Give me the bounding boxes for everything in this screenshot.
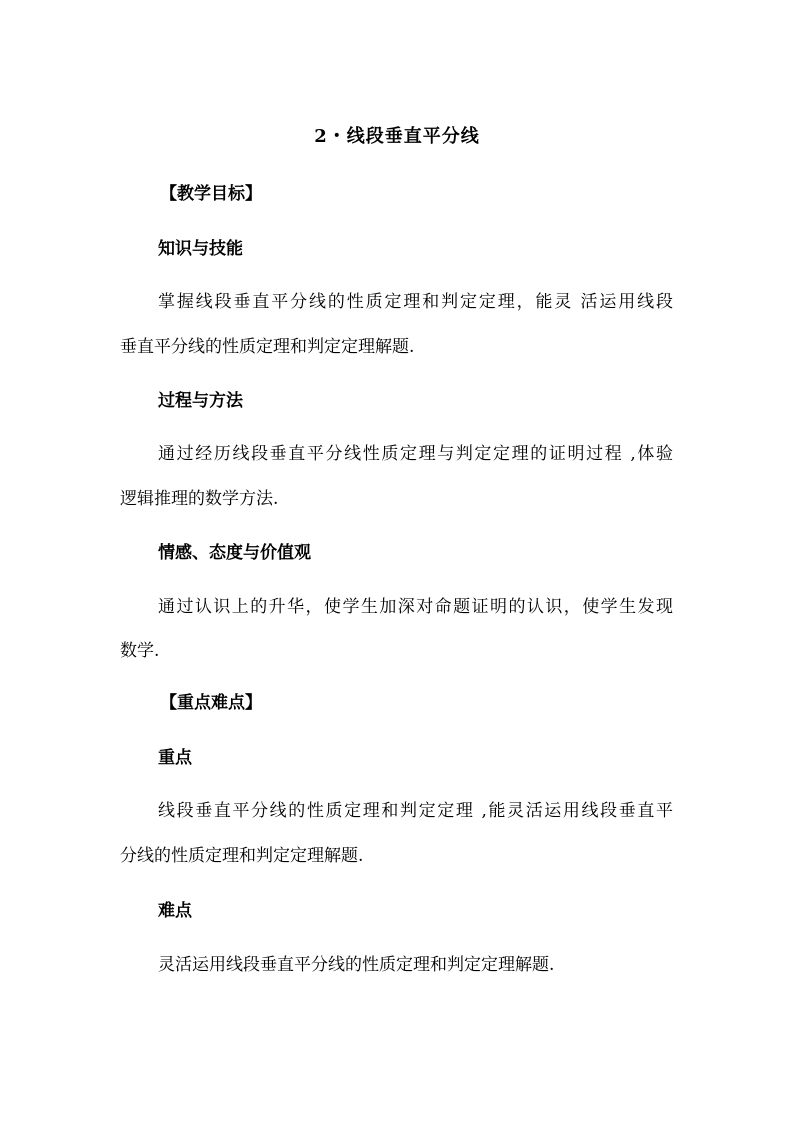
paragraph-process-line1: 通过经历线段垂直平分线性质定理与判定定理的证明过程 ,体验: [158, 444, 673, 464]
subheading-process-method: 过程与方法: [158, 391, 243, 411]
subheading-knowledge-skills: 知识与技能: [158, 239, 243, 259]
paragraph-difficulty-line1: 灵活运用线段垂直平分线的性质定理和判定定理解题.: [158, 955, 555, 975]
paragraph-key-line1: 线段垂直平分线的性质定理和判定定理 ,能灵活运用线段垂直平: [158, 801, 673, 821]
paragraph-knowledge-line1: 掌握线段垂直平分线的性质定理和判定定理，能灵 活运用线段: [158, 292, 673, 312]
document-title: 2・线段垂直平分线: [314, 126, 480, 147]
paragraph-emotion-line1: 通过认识上的升华，使学生加深对命题证明的认识，使学生发现: [158, 597, 673, 617]
subheading-difficulty: 难点: [158, 901, 192, 921]
section-heading-teaching-goals: 【教学目标】: [160, 184, 262, 204]
subheading-emotion-attitude: 情感、态度与价值观: [158, 543, 311, 563]
paragraph-knowledge-line2: 垂直平分线的性质定理和判定定理解题.: [120, 337, 415, 357]
section-heading-key-points: 【重点难点】: [160, 693, 262, 713]
paragraph-key-line2: 分线的性质定理和判定定理解题.: [120, 846, 364, 866]
subheading-key: 重点: [158, 748, 192, 768]
paragraph-process-line2: 逻辑推理的数学方法.: [120, 489, 279, 509]
paragraph-emotion-line2: 数学.: [120, 641, 160, 661]
